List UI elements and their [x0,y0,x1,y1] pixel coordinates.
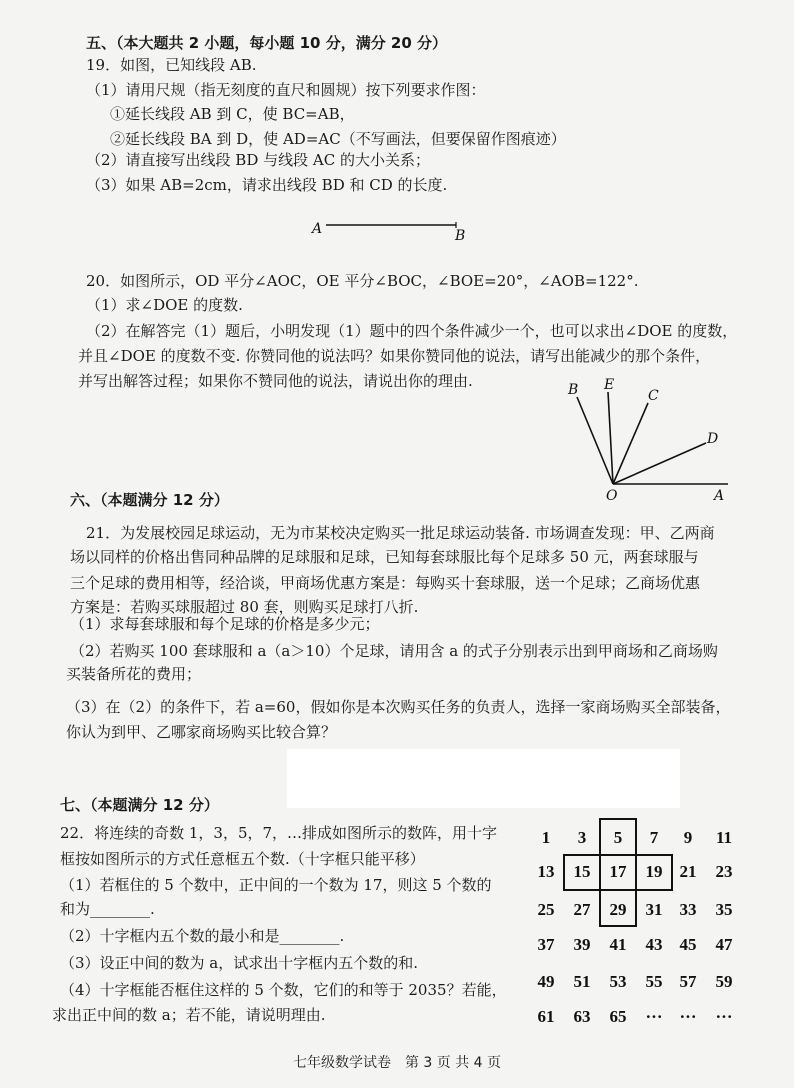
q22-part1-line1: （1）若框住的 5 个数中，正中间的一个数为 17，则这 5 个数的 [60,876,492,894]
grid-cell: 41 [609,935,627,954]
label-o: O [606,488,618,504]
q21-line1: 21．为发展校园足球运动，无为市某校决定购买一批足球运动装备. 市场调查发现：甲、乙两商 [86,524,715,542]
grid-cell: 53 [609,972,627,991]
grid-cell: 47 [715,935,733,954]
grid-cell: 19 [645,862,663,881]
label-a: A [312,221,323,237]
q22-part4-line1: （4）十字框能否框住这样的 5 个数，它们的和等于 2035？若能， [60,981,507,999]
q20-part2-line3: 并写出解答过程；如果你不赞同他的说法，请说出你的理由. [78,372,473,390]
grid-cell: 25 [537,900,555,919]
q21-line3: 三个足球的费用相等，经洽谈，甲商场优惠方案是：每购买十套球服，送一个足球；乙商场优惠 [70,574,701,592]
q19-figure [310,221,465,244]
q20-part1: （1）求∠DOE 的度数. [86,296,243,314]
grid-cell: 43 [645,935,663,954]
grid-cell: 35 [715,900,733,919]
grid-cell: 55 [645,972,663,991]
label-a: A [714,488,725,504]
grid-cell: 7 [649,828,659,847]
label-d: D [707,431,719,447]
q21-part2-line2: 买装备所花的费用； [66,665,202,683]
q22-part4-line2: 求出正中间的数 a；若不能，请说明理由. [52,1006,326,1024]
grid-cell: 37 [537,935,555,954]
q21-part2-line1: （2）若购买 100 套球服和 a（a＞10）个足球，请用含 a 的式子分别表示出到甲商场和乙商场购 [70,642,718,660]
grid-cell: 39 [573,935,591,954]
ray-od [613,443,706,484]
q21-line4: 方案是：若购买球服超过 80 套，则购买足球打八折. [70,598,419,616]
q19-part2: （2）请直接写出线段 BD 与线段 AC 的大小关系； [86,151,430,169]
grid-cell: ··· [645,1007,663,1026]
page-footer: 七年级数学试卷 第 3 页 共 4 页 [292,1055,502,1071]
grid-cell: 49 [537,972,555,991]
q19-part3: （3）如果 AB=2cm，请求出线段 BD 和 CD 的长度. [86,176,448,194]
grid-cell: 31 [645,900,663,919]
grid-cell: 11 [715,828,733,847]
grid-cell: 17 [609,862,627,881]
q20-part2-line1: （2）在解答完（1）题后，小明发现（1）题中的四个条件减少一个，也可以求出∠DOE 的度数， [86,322,738,340]
ray-oe [608,392,613,484]
q21-line2: 场以同样的价格出售同种品牌的足球服和足球，已知每套球服比每个足球多 50 元，两套球服与 [70,548,699,566]
grid-cell: 45 [679,935,697,954]
grid-cell: 29 [609,900,627,919]
grid-cell: 57 [679,972,697,991]
q20-angle-figure [567,377,728,504]
q22-part2: （2）十字框内五个数的最小和是________. [60,927,345,945]
grid-cell: 15 [573,862,591,881]
q21-part3-line2: 你认为到甲、乙哪家商场购买比较合算？ [66,723,337,741]
grid-cell: 23 [715,862,733,881]
q19-part1a: ①延长线段 AB 到 C，使 BC=AB， [110,105,355,123]
grid-cell: 33 [679,900,697,919]
q22-part3: （3）设正中间的数为 a，试求出十字框内五个数的和. [60,954,419,972]
ray-ob [577,397,613,484]
q21-part1: （1）求每套球服和每个足球的价格是多少元； [70,615,380,633]
grid-cell: 3 [577,828,587,847]
label-c: C [648,388,659,404]
grid-cell: 63 [573,1007,591,1026]
label-b: B [568,382,579,398]
grid-cell: 5 [613,828,623,847]
grid-cell: 1 [541,828,551,847]
q20-part2-line2: 并且∠DOE 的度数不变. 你赞同他的说法吗？如果你赞同他的说法，请写出能减少的那个条件， [78,347,711,365]
grid-cell: 9 [683,828,693,847]
grid-cell: ··· [715,1007,733,1026]
q19-part1b: ②延长线段 BA 到 D，使 AD=AC（不写画法，但要保留作图痕迹） [110,130,566,148]
grid-cell: 59 [715,972,733,991]
grid-cell: 21 [679,862,697,881]
grid-cell: ··· [679,1007,697,1026]
label-e: E [604,377,615,393]
grid-cell: 61 [537,1007,555,1026]
grid-cell: 65 [609,1007,627,1026]
q22-line1: 22．将连续的奇数 1，3，5，7，…排成如图所示的数阵，用十字 [60,824,498,842]
grid-cell: 27 [573,900,591,919]
q19-stem: 19．如图，已知线段 AB. [86,56,257,74]
section-6-header: 六、（本题满分 12 分） [70,491,229,509]
label-b: B [455,228,466,244]
q19-part1: （1）请用尺规（指无刻度的直尺和圆规）按下列要求作图： [86,81,486,99]
ray-oc [613,403,648,484]
grid-cell: 13 [537,862,555,881]
q20-stem: 20．如图所示，OD 平分∠AOC，OE 平分∠BOC，∠BOE=20°，∠AOB=122°. [86,272,639,290]
section-5-header: 五、（本大题共 2 小题，每小题 10 分，满分 20 分） [86,34,448,52]
q21-part3-line1: （3）在（2）的条件下，若 a=60，假如你是本次购买任务的负责人，选择一家商场购买全部装备， [66,698,731,716]
section-7-header: 七、（本题满分 12 分） [60,796,219,814]
q22-part1-line2: 和为________. [60,900,155,918]
grid-cell: 51 [573,972,591,991]
q22-line2: 框按如图所示的方式任意框五个数.（十字框只能平移） [60,850,425,868]
